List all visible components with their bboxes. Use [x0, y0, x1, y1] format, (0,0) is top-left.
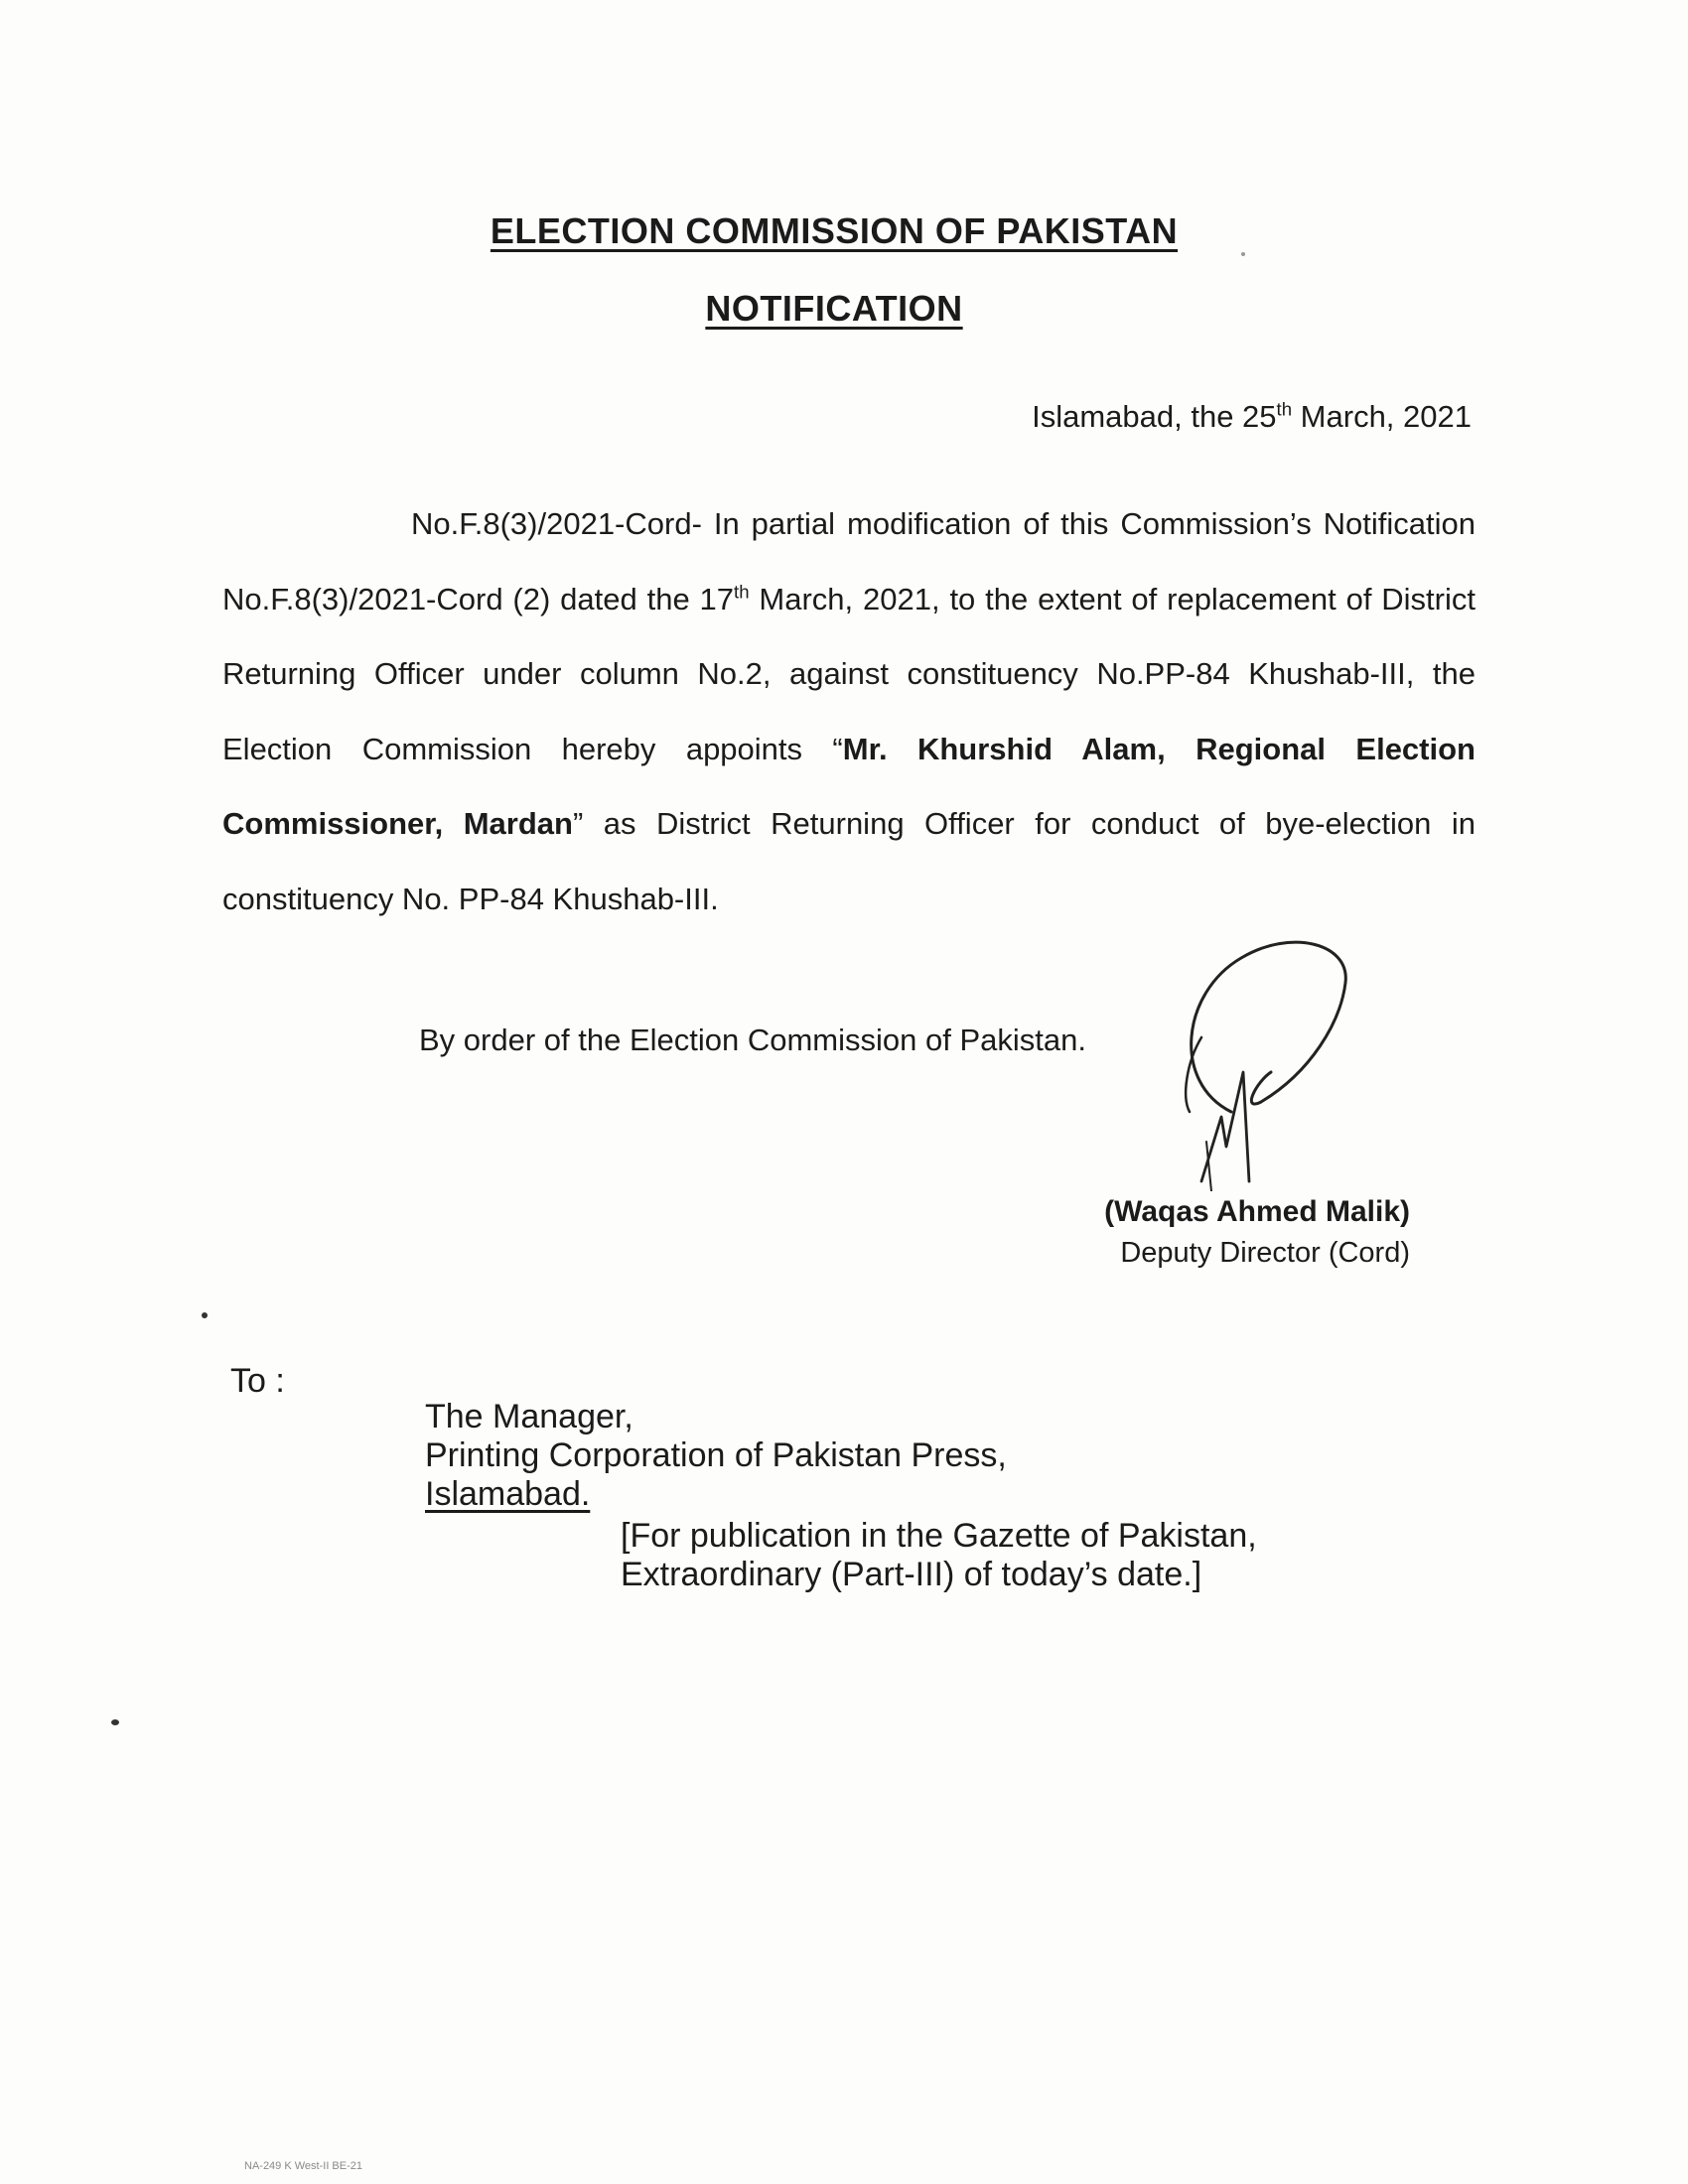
appointee-name: Mr. Khurshid Alam, Regional Election Commissioner, Mardan	[222, 731, 1476, 841]
signatory-name: (Waqas Ahmed Malik)	[1104, 1195, 1410, 1228]
footer-reference: NA-249 K West-II BE-21	[244, 2160, 363, 2172]
to-label: To :	[230, 1362, 285, 1400]
recipient-line-2: Printing Corporation of Pakistan Press,	[425, 1436, 1007, 1474]
date-rest: March, 2021	[1292, 399, 1472, 434]
scan-speck	[111, 1719, 119, 1725]
body-part-1: No.F.8(3)/2021-Cord- In partial modification of this Commission’s Notification No.F.8(3)/2021-Cord (2) dated the 17	[222, 506, 1476, 616]
recipient-line-3: Islamabad.	[425, 1475, 591, 1513]
scan-speck	[202, 1312, 208, 1318]
signatory-designation: Deputy Director (Cord)	[1120, 1237, 1410, 1269]
signature	[1162, 933, 1380, 1191]
date-line	[1032, 399, 1472, 435]
order-line: By order of the Election Commission of Pakistan.	[419, 1023, 1086, 1057]
document-title: ELECTION COMMISSION OF PAKISTAN	[490, 210, 1179, 251]
scan-speck	[1241, 252, 1245, 256]
date-prefix: Islamabad, the 25	[1032, 399, 1277, 434]
body-part-4: ” as District Returning Officer for conduct of bye-election in constituency No. PP-84 Khushab-III.	[222, 806, 1476, 916]
date-suffix: th	[1276, 398, 1293, 420]
notification-heading: NOTIFICATION	[705, 288, 963, 329]
recipient-line-1: The Manager,	[425, 1398, 633, 1435]
notification-body	[222, 486, 1476, 936]
body-sup: th	[734, 581, 750, 603]
body-part-2: March, 2021, to the extent of replacement of District Returning Officer under column No.2, against constituency No.PP-84 Khushab-III, the Election Commission hereby appoints “	[222, 581, 1476, 766]
publication-note-2: Extraordinary (Part-III) of today’s date.]	[621, 1556, 1202, 1593]
publication-note-1: [For publication in the Gazette of Pakistan,	[621, 1517, 1257, 1555]
